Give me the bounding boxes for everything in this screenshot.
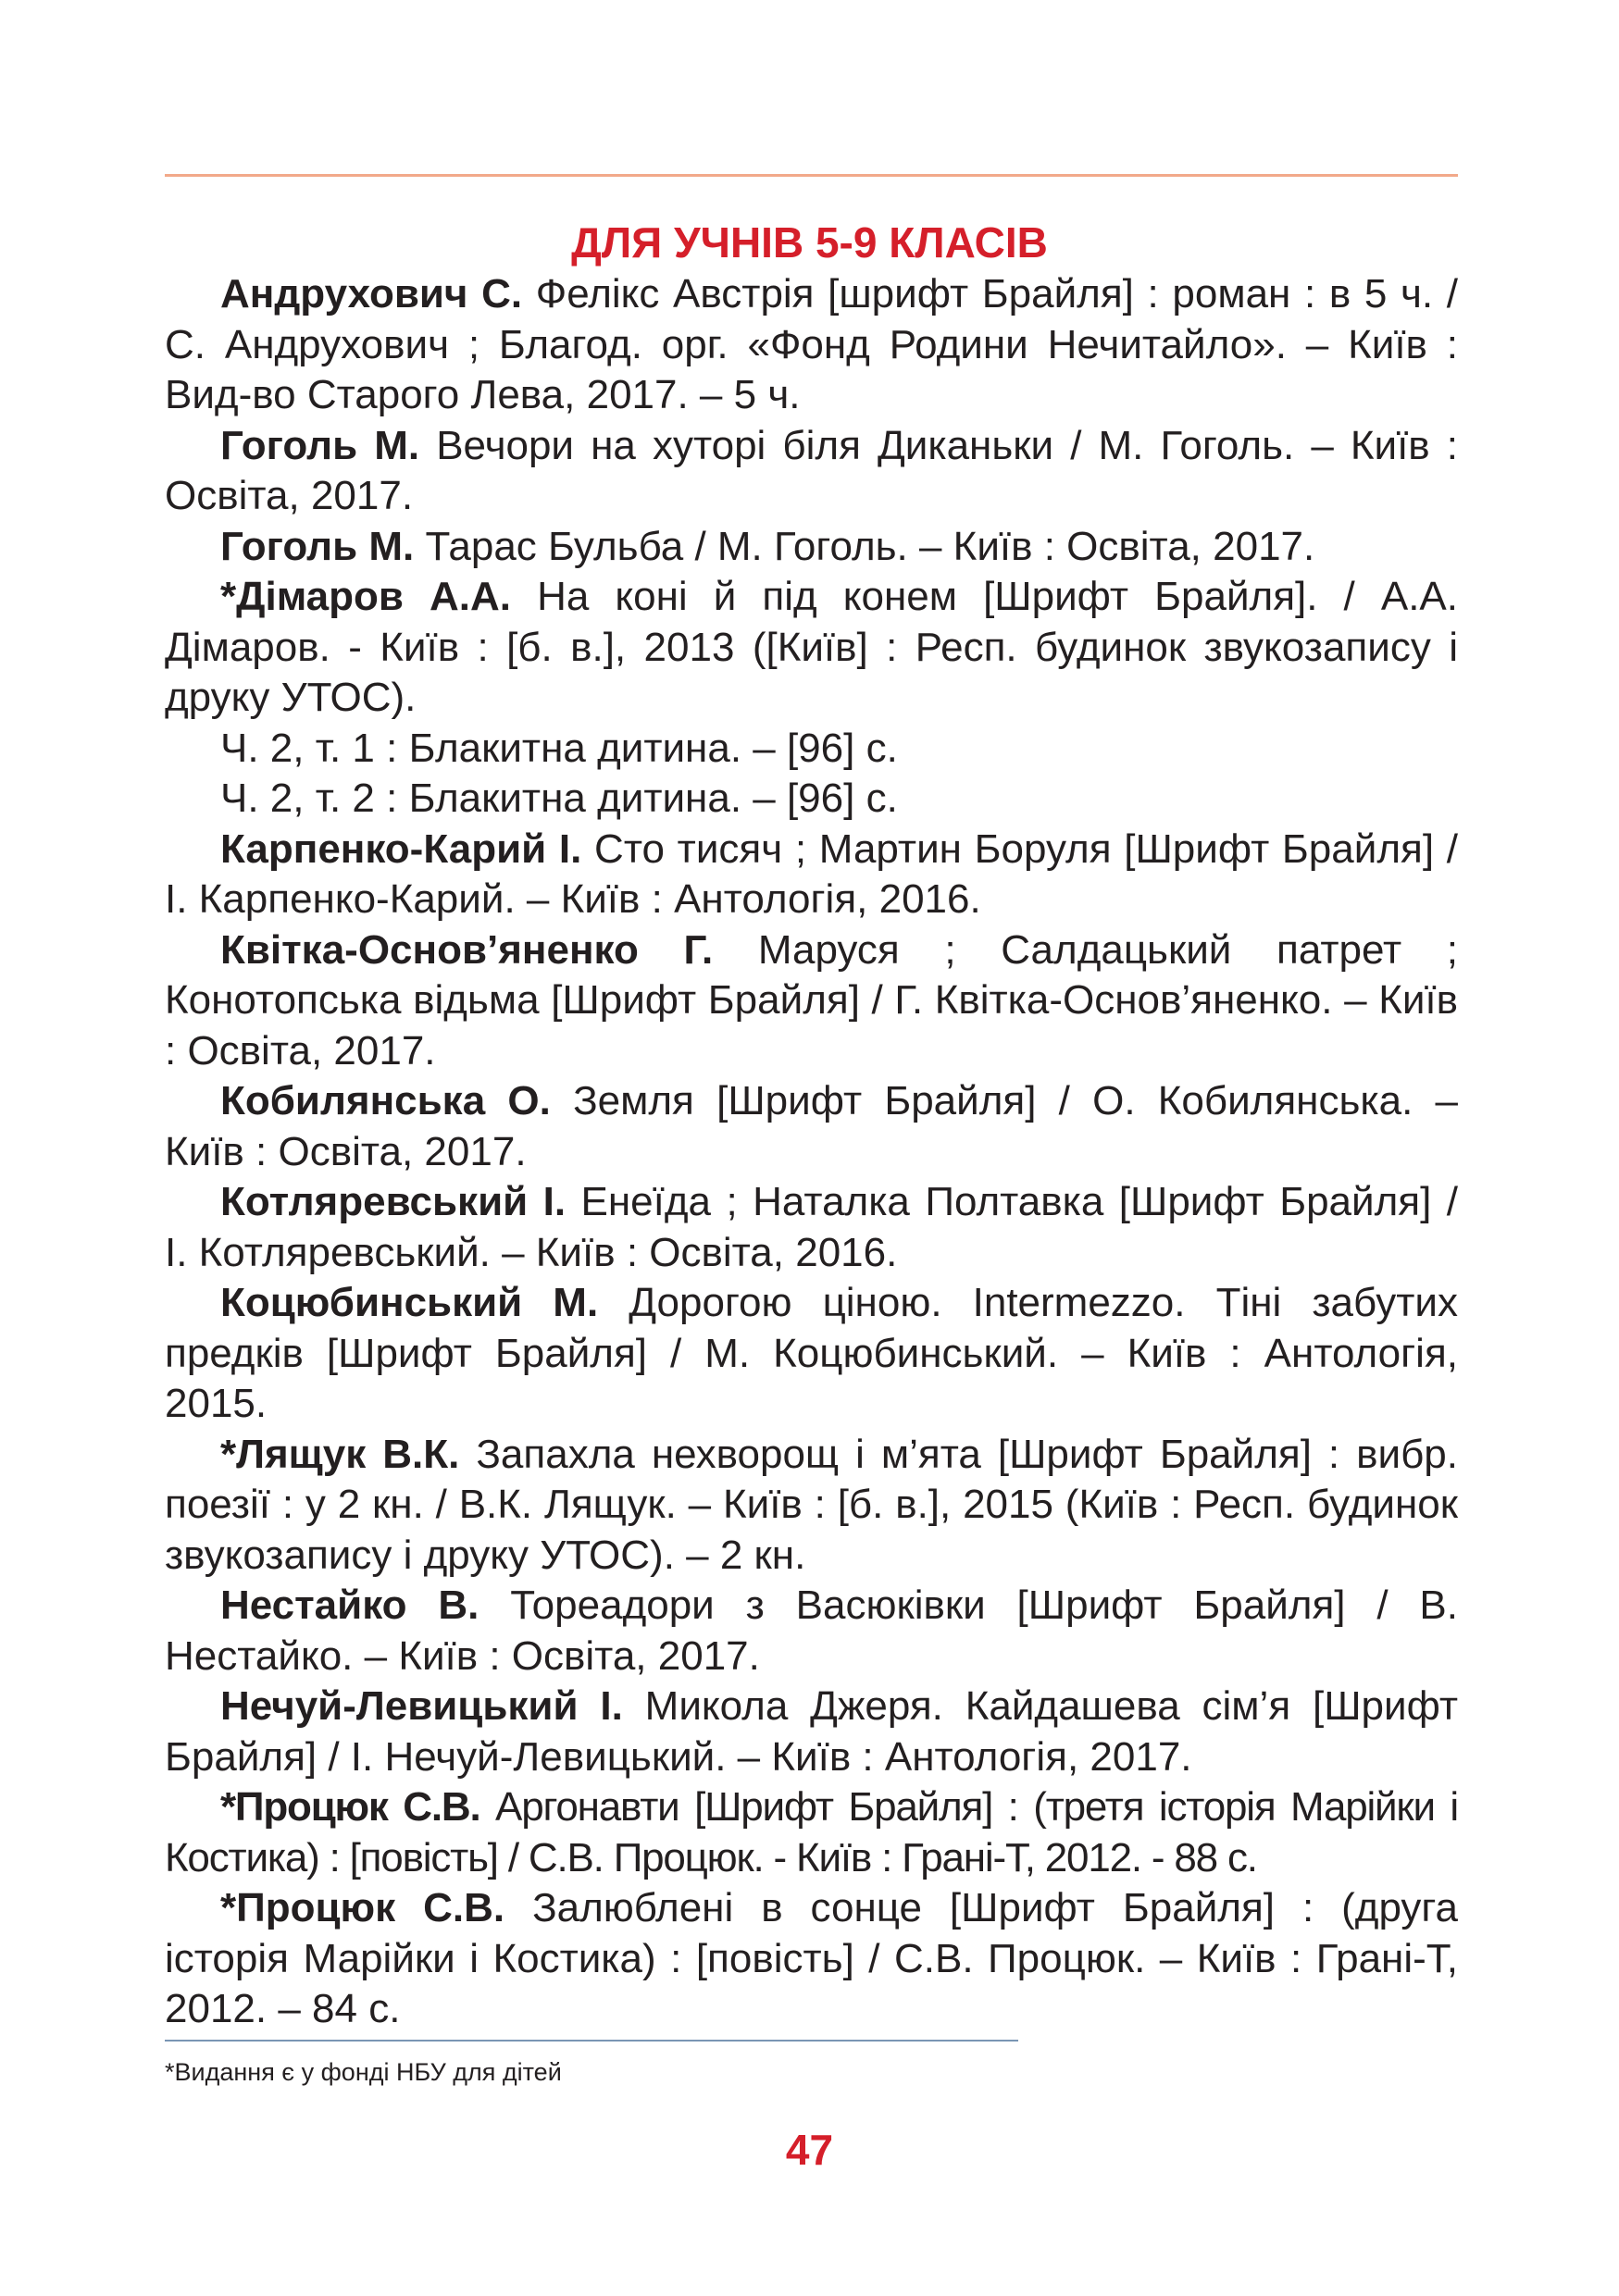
bibliography-entry xyxy=(165,774,1458,825)
footnote: *Видання є у фонді НБУ для дітей xyxy=(165,2058,562,2086)
entry-text: Сто тисяч ; Мартин Боруля [Шрифт Брайля] / І. Карпенко-Карий. – Київ : Антологія, 2016. xyxy=(165,825,1458,922)
bibliography-entry xyxy=(165,1430,1458,1582)
entry-author: Кобилянська О. xyxy=(220,1078,551,1123)
entry-author: Квітка-Основ’яненко Г. xyxy=(220,926,714,973)
entry-text: Дорогою ціною. Intermezzo. Тіні забутих предків [Шрифт Брайля] / М. Коцюбинський. – Київ : Антологія, 2015. xyxy=(165,1280,1458,1426)
bibliography-entry xyxy=(165,825,1458,925)
entry-author: *Лящук В.К. xyxy=(220,1431,460,1477)
entry-text: Аргонавти [Шрифт Брайля] : (третя історія Марійки і Костика) : [повість] / С.В. Процюк. - Київ : Грані-Т, 2012. - 88 с. xyxy=(165,1784,1458,1880)
entry-author: *Процюк С.В. xyxy=(220,1784,480,1830)
entry-author: Гоголь М. xyxy=(220,422,420,468)
entry-text: Вечори на хуторі біля Диканьки / М. Гоголь. – Київ : Освіта, 2017. xyxy=(165,422,1458,518)
bibliography-entry xyxy=(165,1782,1458,1883)
entry-author: Котляревський І. xyxy=(220,1179,567,1224)
entry-text: Земля [Шрифт Брайля] / О. Кобилянська. – Київ : Освіта, 2017. xyxy=(165,1078,1458,1174)
entry-author: Нечуй-Левицький І. xyxy=(220,1683,623,1729)
entry-author: *Процюк С.В. xyxy=(220,1885,505,1930)
entry-text: Енеїда ; Наталка Полтавка [Шрифт Брайля] / І. Котляревський. – Київ : Освіта, 2016. xyxy=(165,1179,1458,1275)
bibliography-entry xyxy=(165,522,1458,573)
entry-text: Фелікс Австрія [шрифт Брайля] : роман : в 5 ч. / С. Андрухович ; Благод. орг. «Фонд Родини Нечитайло». – Київ : Вид-во Старого Лева, 2017. – 5 ч. xyxy=(165,271,1458,417)
bibliography-entry xyxy=(165,1883,1458,2035)
entry-text: На коні й під конем [Шрифт Брайля]. / А.А. Дімаров. - Київ : [б. в.], 2013 ([Київ] : Респ. будинок звукозапису і друку УТОС). xyxy=(165,574,1458,720)
section-heading: ДЛЯ УЧНІВ 5-9 КЛАСІВ xyxy=(571,218,1048,267)
entry-author: Нестайко В. xyxy=(220,1582,479,1628)
entry-text: Маруся ; Салдацький патрет ; Конотопська відьма [Шрифт Брайля] / Г. Квітка-Основ’яненко. – Київ : Освіта, 2017. xyxy=(165,926,1458,1074)
entry-author: Гоголь М. xyxy=(220,523,415,569)
entry-author: Андрухович С. xyxy=(220,271,523,316)
entry-text: Ч. 2, т. 1 : Блакитна дитина. – [96] с. xyxy=(220,725,898,771)
bibliography-entry xyxy=(165,421,1458,522)
bibliography-entry xyxy=(165,1682,1458,1782)
entry-text: Тореадори з Васюківки [Шрифт Брайля] / В. Нестайко. – Київ : Освіта, 2017. xyxy=(165,1582,1459,1679)
bibliography-entry xyxy=(165,269,1458,421)
entry-text: Микола Джеря. Кайдашева сім’я [Шрифт Брайля] / І. Нечуй-Левицький. – Київ : Антологія, 2017. xyxy=(165,1683,1458,1780)
entry-text: Ч. 2, т. 2 : Блакитна дитина. – [96] с. xyxy=(220,776,898,821)
page-number: 47 xyxy=(785,2126,834,2174)
entry-author: *Дімаров А.А. xyxy=(220,574,512,619)
entry-text: Залюблені в сонце [Шрифт Брайля] : (друга історія Марійки і Костика) : [повість] / С.В. Процюк. – Київ : Грані-Т, 2012. – 84 с. xyxy=(165,1885,1458,2031)
bibliography-entry xyxy=(165,1278,1458,1430)
entry-text: Тарас Бульба / М. Гоголь. – Київ : Освіта, 2017. xyxy=(414,523,1315,569)
bibliography-entry xyxy=(165,1177,1458,1278)
entry-author: Карпенко-Карий І. xyxy=(220,825,582,872)
bibliography-list xyxy=(165,269,1458,2035)
entry-text: Запахла нехворощ і м’ята [Шрифт Брайля] : вибр. поезії : у 2 кн. / В.К. Лящук. – Київ : [б. в.], 2015 (Київ : Респ. будинок звукозапису і друку УТОС). – 2 кн. xyxy=(165,1431,1458,1578)
footnote-divider xyxy=(165,2040,1018,2042)
bibliography-entry xyxy=(165,1581,1458,1682)
bibliography-entry xyxy=(165,925,1458,1077)
entry-author: Коцюбинський М. xyxy=(220,1280,599,1325)
bibliography-entry xyxy=(165,1076,1458,1177)
top-divider xyxy=(165,174,1458,177)
bibliography-entry xyxy=(165,572,1458,724)
bibliography-entry xyxy=(165,724,1458,775)
